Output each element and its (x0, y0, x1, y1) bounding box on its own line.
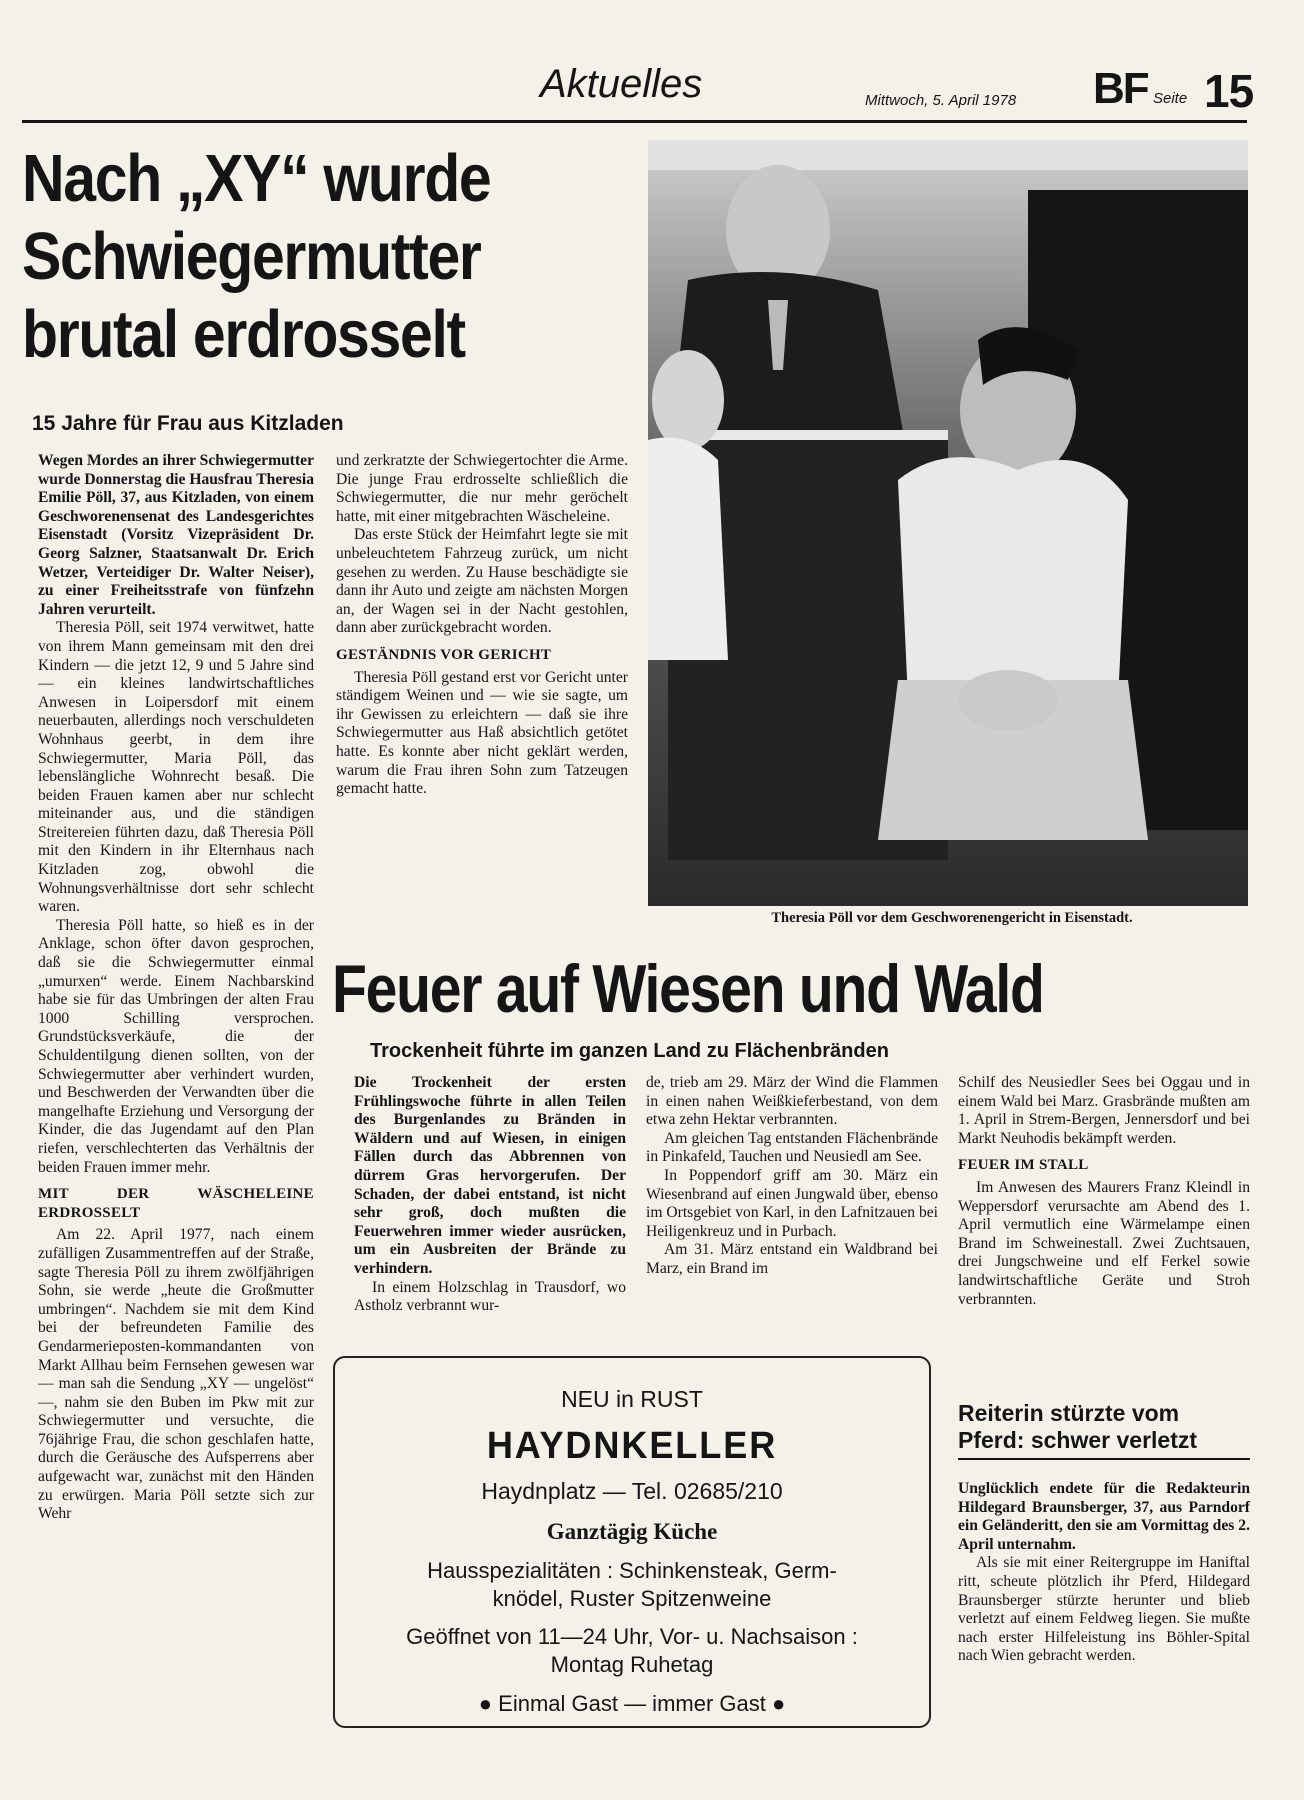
paragraph: In einem Holzschlag in Trausdorf, wo Astholz verbrannt wur- (354, 1278, 626, 1315)
article2-column-1 (354, 1074, 626, 1316)
article3-headline (958, 1400, 1250, 1454)
page-label: Seite (1153, 90, 1188, 107)
courtroom-photo-illustration (648, 140, 1248, 906)
article1-headline-line: Schwiegermutter (22, 219, 481, 294)
ad-intro: NEU in RUST (561, 1386, 703, 1412)
article1-headline-line: Nach „XY“ wurde (22, 141, 491, 216)
article3-headline-line: Reiterin stürzte vom (958, 1400, 1180, 1426)
article1-subhead: 15 Jahre für Frau aus Kitzladen (32, 412, 344, 435)
ad-hours (335, 1623, 929, 1679)
ad-slogan (335, 1691, 929, 1717)
ad-address: Haydnplatz — Tel. 02685/210 (481, 1478, 783, 1504)
ad-specialties (335, 1557, 929, 1613)
ad-specialties-line: Hausspezialitäten : Schinkensteak, Germ- (427, 1558, 837, 1583)
paragraph: Theresia Pöll gestand erst vor Gericht unter ständigem Weinen und — wie sie sagte, um ihr Gewissen zu erleichtern — daß sie ihre Schwiegermutter aus Haß absichtlich getötet hatte. Es konnte aber nicht geklärt werden, warum die Frau ihren Sohn zum Tatzeugen gemacht hatte. (336, 668, 628, 798)
bullet-icon: ● (478, 1691, 493, 1716)
article2-subhead: Trockenheit führte im ganzen Land zu Flächenbränden (370, 1040, 889, 1062)
article2-column-3 (958, 1074, 1250, 1309)
article3-lead: Unglücklich endete für die Redakteurin Hildegard Braunsberger, 37, aus Parndorf ein Geländeritt, den sie am Vormittag des 2. April unternahm. (958, 1480, 1250, 1553)
paragraph: Im Anwesen des Maurers Franz Kleindl in Weppersdorf verursachte am Abend des 1. April vermutlich eine Wärmelampe einen Brand im Schweinestall. Zwei Zuchtsauen, drei Jungschweine und elf Ferkel sowie landwirtschaftliche Geräte und Stroh verbrannten. (958, 1178, 1250, 1308)
page-number: 15 (1204, 65, 1254, 117)
article2-lead: Die Trockenheit der ersten Frühlingswoche führte in allen Teilen des Burgenlandes zu Bränden in Wäldern und auf Wiesen, in einigen Fällen durch das Abbrennen von dürrem Gras hervorgerufen. Der Schaden, der dabei entstand, ist nicht sehr groß, doch mußten die Feuerwehren immer wieder ausrücken, um ein Ausbreiten der Brände zu verhindern. (354, 1074, 626, 1277)
header-rule (22, 120, 1247, 123)
article2-column-2 (646, 1074, 938, 1279)
courtroom-photo (648, 140, 1248, 906)
ad-business-name: HAYDNKELLER (486, 1425, 778, 1467)
section-heading: FEUER IM STALL (958, 1157, 1089, 1174)
newspaper-logo: BF (1093, 64, 1148, 113)
article1-lead: Wegen Mordes an ihrer Schwiegermutter wurde Donnerstag die Hausfrau Theresia Emilie Pöll, 37, aus Kitzladen, von einem Geschworenensenat des Landesgerichtes Eisenstadt (Vorsitz Vizepräsident Dr. Georg Salzner, Staatsanwalt Dr. Erich Wetzer, Verteidiger Dr. Walter Neiser), zu einer Freiheitsstrafe von fünfzehn Jahren verurteilt. (38, 452, 314, 618)
article3-body (958, 1480, 1250, 1666)
section-title: Aktuelles (540, 62, 703, 106)
article1-headline-line: brutal erdrosselt (22, 297, 465, 372)
issue-date: Mittwoch, 5. April 1978 (865, 92, 1017, 109)
paragraph: Am 22. April 1977, nach einem zufälligen Zusammentreffen auf der Straße, sagte Theresia Pöll zu ihrem zwölfjährigen Sohn, sie werde „heute die Großmutter umbringen“. Nachdem sie mit dem Kind bei der befreundeten Familie des Gendarmerieposten-kommandanten von Markt Allhau beim Fernsehen gewesen war — man sah die Sendung „XY — ungelöst“ —, nahm sie den Buben im Pkw mit zur Schwiegermutter und versuchte, die 76jährige Frau, die schon geschlafen hatte, durch die Geräusche des Aufsperrens aber aufgewacht war, zunächst mit den Händen zu erwürgen. Maria Pöll setzte sich zur Wehr (38, 1226, 314, 1523)
paragraph: Theresia Pöll hatte, so hieß es in der Anklage, schon öfter davon gesprochen, daß sie die Schwiegermutter einmal „umurxen“ werde. Einem Nachbarskind habe sie für das Umbringen der alten Frau 1000 Schilling versprochen. Grundstücksverkäufe, die der Schuldentilgung dienen sollten, von der Schwiegermutter aber verhindert wurden, und Beschwerden der Verwandten über die mangelhafte Erziehung und Versorgung der Kinder, die das Jugendamt auf den Plan riefen, verschlechterten das Verhältnis der beiden Frauen immer mehr. (38, 916, 314, 1176)
bullet-icon: ● (771, 1691, 786, 1716)
article3-headline-box (958, 1400, 1250, 1460)
article2-headline: Feuer auf Wiesen und Wald (332, 951, 1044, 1027)
headline-rule (958, 1458, 1250, 1460)
paragraph: und zerkratzte der Schwiegertochter die Arme. Die junge Frau erdrosselte schließlich die Schwiegermutter, die nur mehr geröchelt hatte, mit einer mitgebrachten Wäscheleine. (336, 452, 628, 525)
paragraph: Als sie mit einer Reitergruppe im Haniftal ritt, scheute plötzlich ihr Pferd, Hildegard Braunsberger stürzte herunter und blieb verletzt auf einem Feldweg liegen. Sie mußte nach erster Hilfeleistung ins Böhler-Spital nach Wien gebracht werden. (958, 1554, 1250, 1665)
ad-slogan-text: Einmal Gast — immer Gast (498, 1691, 766, 1716)
section-heading: MIT DER WÄSCHELEINE ERDROSSELT (38, 1186, 314, 1221)
section-heading: GESTÄNDNIS VOR GERICHT (336, 646, 552, 663)
paragraph: de, trieb am 29. März der Wind die Flammen in einen nahen Weißkieferbestand, von dem etwa zehn Hektar verbrannten. (646, 1074, 938, 1129)
ad-specialties-line: knödel, Ruster Spitzenweine (492, 1586, 772, 1611)
article3-headline-line: Pferd: schwer verletzt (958, 1427, 1198, 1453)
paragraph: Am gleichen Tag entstanden Flächenbrände in Pinkafeld, Tauchen und Neusiedl am See. (646, 1129, 938, 1166)
article1-column-2 (336, 452, 628, 799)
paragraph: Schilf des Neusiedler Sees bei Oggau und in einem Wald bei Marz. Grasbrände mußten am 1. April in Strem-Bergen, Jennersdorf und bei Markt Neuhodis bekämpft werden. (958, 1074, 1250, 1147)
ad-hours-line: Montag Ruhetag (550, 1652, 714, 1677)
ad-hours-line: Geöffnet von 11—24 Uhr, Vor- u. Nachsaison : (406, 1624, 858, 1649)
paragraph: In Poppendorf griff am 30. März ein Wiesenbrand auf einen Jungwald über, ebenso im Ortsgebiet von Karl, in den Lafnitzauen bei Heiligenkreuz und in Purbach. (646, 1166, 938, 1240)
paragraph: Das erste Stück der Heimfahrt legte sie mit unbeleuchtetem Fahrzeug zurück, um nicht gesehen zu werden. Zu Hause beschädigte sie dann ihr Auto und zeigte am nächsten Morgen an, der Wagen sei in der Nacht gestohlen, dann aber zurückgebracht worden. (336, 526, 628, 637)
paragraph: Theresia Pöll, seit 1974 verwitwet, hatte von ihrem Mann gemeinsam mit den drei Kindern — die jetzt 12, 9 und 5 Jahre sind — ein kleines landwirtschaftliches Anwesen in Loipersdorf mit einem neuerbauten, allerdings noch verschuldeten Wohnhaus geerbt, in dem ihre Schwiegermutter, Maria Pöll, das lebenslängliche Wohnrecht besaß. Die beiden Frauen kamen aber nur schlecht miteinander aus, und die ständigen Streitereien führten dazu, daß Theresia Pöll mit den Kindern in ihr Elternhaus nach Kitzladen zog, obwohl die Wohnungsverhältnisse dort sehr schlecht waren. (38, 619, 314, 916)
photo-caption: Theresia Pöll vor dem Geschworenengericht in Eisenstadt. (771, 910, 1133, 926)
paragraph: Am 31. März entstand ein Waldbrand bei Marz, ein Brand im (646, 1241, 938, 1277)
ad-kitchen: Ganztägig Küche (546, 1519, 718, 1544)
article1-headline (22, 140, 568, 374)
article1-column-1 (38, 452, 314, 1524)
haydnkeller-advertisement (333, 1356, 931, 1728)
